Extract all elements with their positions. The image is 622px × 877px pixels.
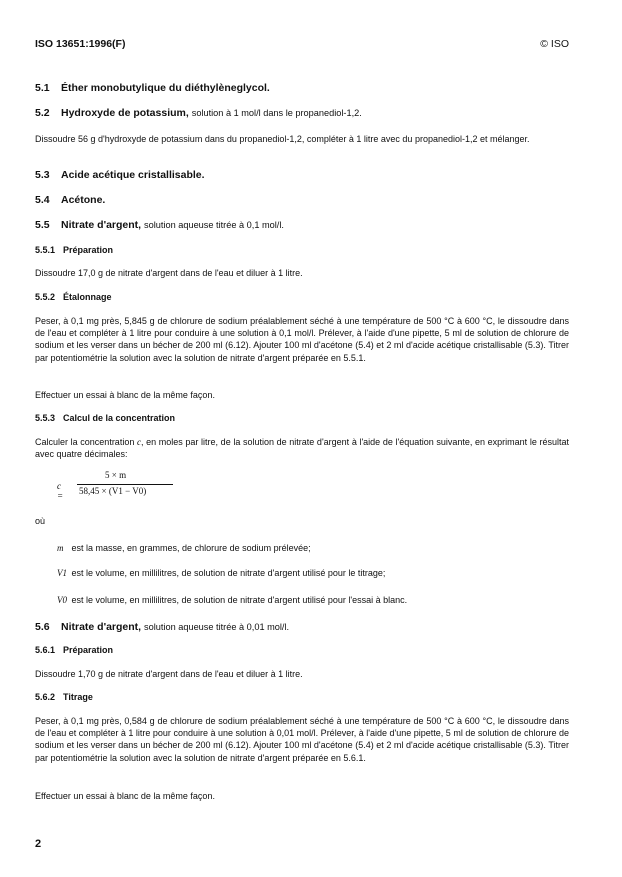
section-5-6-1: 5.6.1 Préparation	[35, 645, 114, 655]
running-header	[35, 38, 569, 50]
section-5-4: 5.4 Acétone.	[35, 194, 106, 206]
section-5-6-2: 5.6.2 Titrage	[35, 692, 93, 702]
section-5-6-2-blank: Effectuer un essai à blanc de la même façon.	[35, 791, 215, 801]
definition-m: m est la masse, en grammes, de chlorure de sodium prélevée;	[57, 543, 311, 553]
section-5-5-1: 5.5.1 Préparation	[35, 245, 114, 255]
section-5-5-1-text: Dissoudre 17,0 g de nitrate d'argent dans de l'eau et diluer à 1 litre.	[35, 268, 303, 278]
definition-v1: V1 est le volume, en millilitres, de solution de nitrate d'argent utilisé pour le titrage;	[57, 568, 386, 578]
section-5-6-2-text: Peser, à 0,1 mg près, 0,584 g de chlorure de sodium préalablement séché à une température de 500 °C à 600 °C, le dissoudre dans de l'eau et compléter à 1 litre pour conduire à une solution à 0,01 mol/l. Prélever, à l'aide d'une pipette, 5 ml de solution de chlorure de sodium et les verser dans un bécher de 200 ml (6.12). Ajouter 100 ml d'acétone (5.4) et 2 ml d'acide acétique cristallisable (5.3). Titrer par potentiométrie la solution avec la solution de nitrate d'argent préparée en 5.6.1.	[35, 716, 569, 763]
copyright: © ISO	[540, 38, 569, 50]
section-5-5-2-blank: Effectuer un essai à blanc de la même façon.	[35, 390, 215, 400]
section-5-5-3: 5.5.3 Calcul de la concentration	[35, 413, 176, 423]
page-number: 2	[35, 838, 42, 850]
section-5-3: 5.3 Acide acétique cristallisable.	[35, 169, 205, 181]
section-5-2-text: Dissoudre 56 g d'hydroxyde de potassium dans du propanediol-1,2, compléter à 1 litre avec du propanediol-1,2 et mélanger.	[35, 134, 530, 144]
section-5-6-1-text: Dissoudre 1,70 g de nitrate d'argent dans de l'eau et diluer à 1 litre.	[35, 669, 303, 679]
section-5-1: 5.1 Éther monobutylique du diéthylèneglycol.	[35, 82, 270, 94]
definition-v0: V0 est le volume, en millilitres, de solution de nitrate d'argent utilisé pour l'essai à blanc.	[57, 595, 408, 605]
ou-label: où	[35, 516, 46, 526]
section-5-5-2: 5.5.2 Étalonnage	[35, 292, 112, 302]
section-5-5-3-text: Calculer la concentration c, en moles par litre, de la solution de nitrate d'argent à l'aide de l'équation suivante, en exprimant le résultat avec quatre décimales:	[35, 437, 569, 460]
section-5-5: 5.5 Nitrate d'argent, solution aqueuse titrée à 0,1 mol/l.	[35, 219, 284, 231]
section-5-5-2-text: Peser, à 0,1 mg près, 5,845 g de chlorure de sodium préalablement séché à une température de 500 °C à 600 °C, le dissoudre dans de l'eau et compléter à 1 litre pour conduire à une solution à 0,1 mol/l. Prélever, à l'aide d'une pipette, 5 ml de solution de chlorure de sodium et les verser dans un bécher de 200 ml (6.12). Ajouter 100 ml d'acétone (5.4) et 2 ml d'acide acétique cristallisable (5.3). Titrer par potentiométrie la solution avec la solution de nitrate d'argent préparée en 5.5.1.	[35, 316, 569, 363]
section-5-2: 5.2 Hydroxyde de potassium, solution à 1 mol/l dans le propanediol-1,2.	[35, 107, 362, 119]
section-5-6: 5.6 Nitrate d'argent, solution aqueuse titrée à 0,01 mol/l.	[35, 621, 290, 633]
standard-id: ISO 13651:1996(F)	[35, 38, 126, 50]
